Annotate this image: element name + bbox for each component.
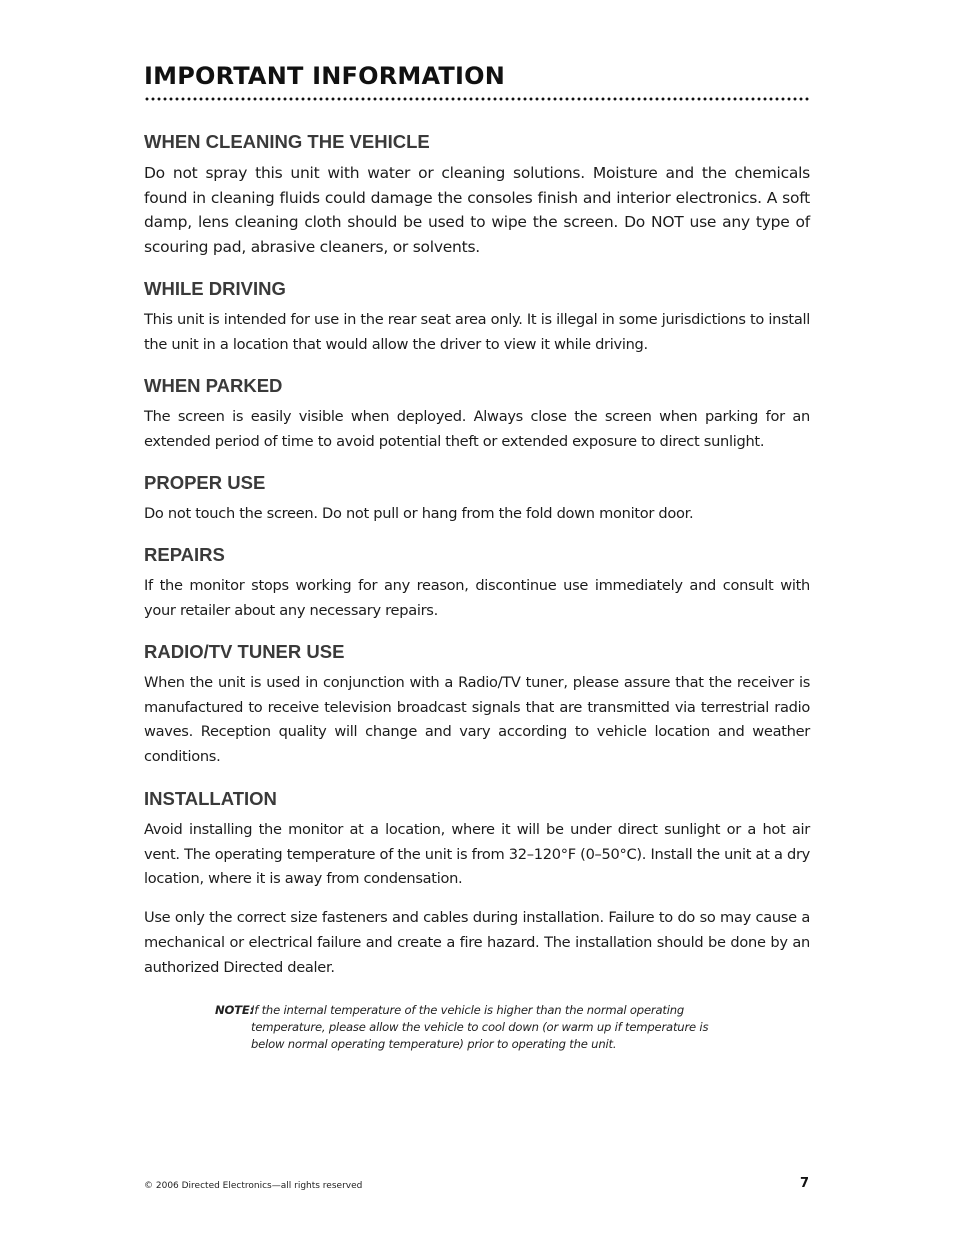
page-number: 7 — [800, 1176, 810, 1191]
footer-copyright: © 2006 Directed Electronics—all rights reserved — [144, 1181, 363, 1191]
section-driving — [144, 278, 810, 357]
section-body: The screen is easily visible when deployed. Always close the screen when parking for an extended period of time to avoid potential theft or extended exposure to direct sunlight. — [144, 408, 810, 450]
section-body: Do not spray this unit with water or cleaning solutions. Moisture and the chemicals found in cleaning fluids could damage the consoles finish and interior electronics. A soft damp, lens cleaning cloth should be used to wipe the screen. Do NOT use any type of scouring pad, abrasive cleaners, or solvents. — [144, 164, 810, 257]
section-heading: WHEN PARKED — [144, 375, 283, 396]
note-text: If the internal temperature of the vehicle is higher than the normal operating temperature, please allow the vehicle to cool down (or warm up if temperature is below normal operating temperature) prior to operating the unit. — [251, 1003, 709, 1051]
section-parked — [144, 375, 810, 454]
section-tuner — [144, 641, 810, 770]
section-body-secondary: Use only the correct size fasteners and cables during installation. Failure to do so may cause a mechanical or electrical failure and create a fire hazard. The installation should be done by an authorized Directed dealer. — [144, 909, 810, 976]
section-installation — [144, 788, 810, 980]
section-cleaning — [144, 131, 810, 260]
section-heading: RADIO/TV TUNER USE — [144, 641, 345, 662]
section-body: If the monitor stops working for any reason, discontinue use immediately and consult with your retailer about any necessary repairs. — [144, 577, 810, 619]
section-heading: REPAIRS — [144, 544, 225, 565]
section-heading: WHILE DRIVING — [144, 278, 286, 299]
dotted-rule — [144, 97, 810, 101]
page-title: IMPORTANT INFORMATION — [144, 62, 505, 90]
section-repairs — [144, 544, 810, 623]
note-block — [215, 1002, 715, 1053]
section-body: When the unit is used in conjunction with a Radio/TV tuner, please assure that the receiver is manufactured to receive television broadcast signals that are transmitted via terrestrial radio waves. Reception quality will change and vary according to vehicle location and weather conditions. — [144, 674, 810, 766]
section-body: This unit is intended for use in the rear seat area only. It is illegal in some jurisdictions to install the unit in a location that would allow the driver to view it while driving. — [144, 311, 810, 353]
section-heading: WHEN CLEANING THE VEHICLE — [144, 131, 430, 152]
section-heading: PROPER USE — [144, 472, 266, 493]
note-label: NOTE: — [215, 1003, 255, 1017]
section-body: Do not touch the screen. Do not pull or hang from the fold down monitor door. — [144, 505, 694, 522]
section-proper-use — [144, 472, 810, 527]
section-heading: INSTALLATION — [144, 788, 277, 809]
section-body: Avoid installing the monitor at a location, where it will be under direct sunlight or a hot air vent. The operating temperature of the unit is from 32–120°F (0–50°C). Install the unit at a dry location, where it is away from condensation. — [144, 821, 810, 888]
